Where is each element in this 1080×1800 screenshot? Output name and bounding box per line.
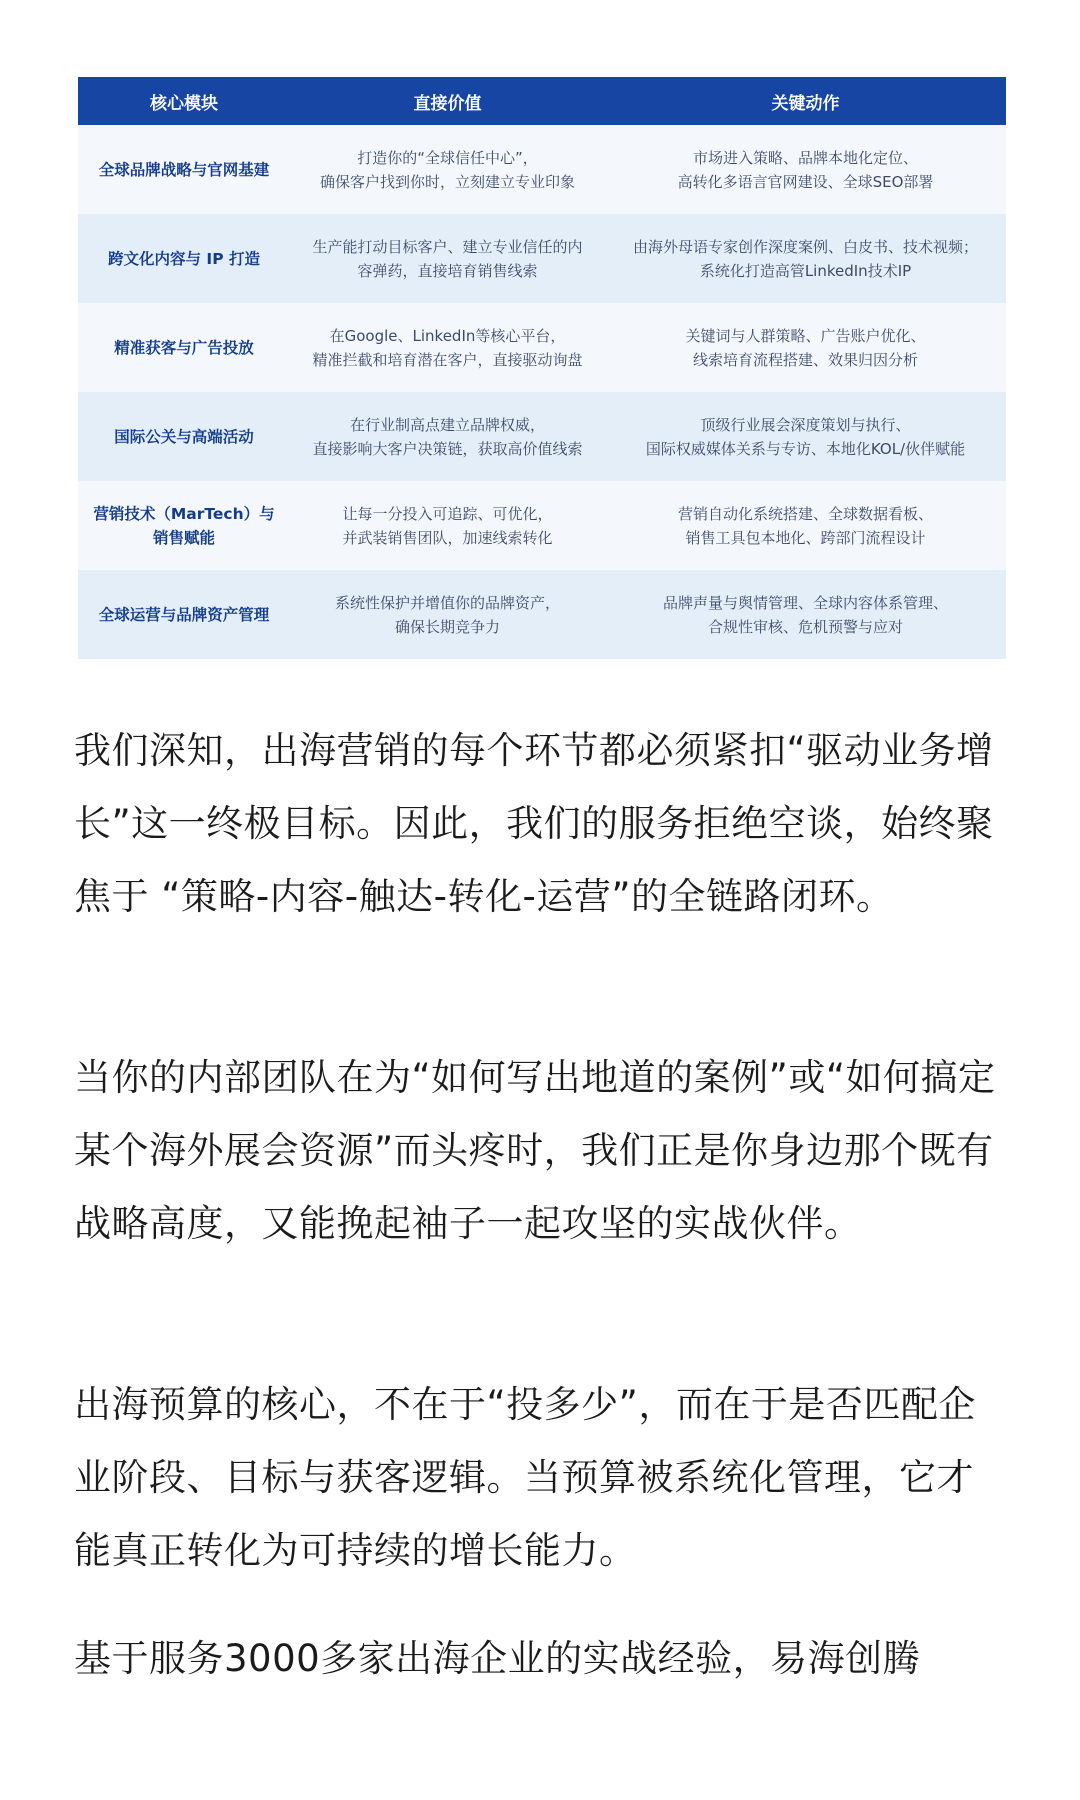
- action-cell: 市场进入策略、品牌本地化定位、 高转化多语言官网建设、全球SEO部署: [605, 125, 1006, 214]
- value-cell: 打造你的“全球信任中心”， 确保客户找到你时，立刻建立专业印象: [290, 125, 605, 214]
- value-cell: 在行业制高点建立品牌权威， 直接影响大客户决策链，获取高价值线索: [290, 392, 605, 481]
- body-paragraph: 当你的内部团队在为“如何写出地道的案例”或“如何搞定某个海外展会资源”而头疼时，我们正是你身边那个既有战略高度，又能挽起袖子一起攻坚的实战伙伴。: [74, 1056, 996, 1245]
- header-core-module: 核心模块: [78, 77, 290, 125]
- services-table: [78, 77, 1006, 659]
- services-table-image: [78, 77, 1006, 660]
- body-paragraph: 基于服务3000多家出海企业的实战经验，易海创腾: [74, 1637, 921, 1680]
- module-cell: 营销技术（MarTech）与 销售赋能: [78, 481, 290, 570]
- header-direct-value: 直接价值: [290, 77, 605, 125]
- body-paragraph: 我们深知，出海营销的每个环节都必须紧扣“驱动业务增长”这一终极目标。因此，我们的服务拒绝空谈，始终聚焦于 “策略-内容-触达-转化-运营”的全链路闭环。: [74, 729, 994, 918]
- table-row: [78, 125, 1006, 214]
- table-row: [78, 214, 1006, 303]
- module-cell: 全球品牌战略与官网基建: [78, 125, 290, 214]
- body-paragraph: 出海预算的核心，不在于“投多少”，而在于是否匹配企业阶段、目标与获客逻辑。当预算被系统化管理，它才能真正转化为可持续的增长能力。: [74, 1383, 976, 1572]
- table-row: [78, 481, 1006, 570]
- module-cell: 全球运营与品牌资产管理: [78, 570, 290, 659]
- action-cell: 关键词与人群策略、广告账户优化、 线索培育流程搭建、效果归因分析: [605, 303, 1006, 392]
- value-cell: 让每一分投入可追踪、可优化， 并武装销售团队，加速线索转化: [290, 481, 605, 570]
- action-cell: 品牌声量与舆情管理、全球内容体系管理、 合规性审核、危机预警与应对: [605, 570, 1006, 659]
- module-cell: 国际公关与高端活动: [78, 392, 290, 481]
- value-cell: 系统性保护并增值你的品牌资产， 确保长期竞争力: [290, 570, 605, 659]
- action-cell: 营销自动化系统搭建、全球数据看板、 销售工具包本地化、跨部门流程设计: [605, 481, 1006, 570]
- value-cell: 在Google、LinkedIn等核心平台， 精准拦截和培育潜在客户，直接驱动询盘: [290, 303, 605, 392]
- table-header-row: [78, 77, 1006, 125]
- table-row: [78, 303, 1006, 392]
- module-cell: 精准获客与广告投放: [78, 303, 290, 392]
- action-cell: 由海外母语专家创作深度案例、白皮书、技术视频； 系统化打造高管LinkedIn技术IP: [605, 214, 1006, 303]
- header-key-actions: 关键动作: [605, 77, 1006, 125]
- action-cell: 顶级行业展会深度策划与执行、 国际权威媒体关系与专访、本地化KOL/伙伴赋能: [605, 392, 1006, 481]
- table-row: [78, 392, 1006, 481]
- module-cell: 跨文化内容与 IP 打造: [78, 214, 290, 303]
- table-row: [78, 570, 1006, 659]
- value-cell: 生产能打动目标客户、建立专业信任的内 容弹药，直接培育销售线索: [290, 214, 605, 303]
